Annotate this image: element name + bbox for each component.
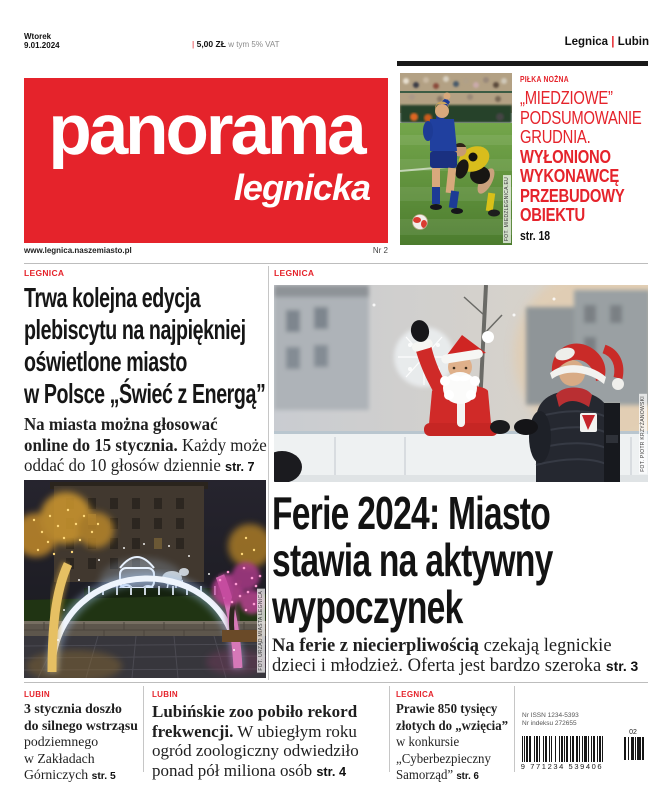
barcode-bar [588,736,589,762]
barcode-bar [543,736,544,762]
text-segment: Prawie 850 tysięcy [396,702,498,717]
page-ref: str. 6 [456,770,479,782]
weekday-label: Wtorek [24,32,52,41]
arch-photo [24,480,266,678]
text-line [24,735,136,752]
text-segment: Górniczych [24,768,92,783]
barcode-bar [564,736,565,762]
barcode-bar [642,737,644,760]
vertical-rule-main [268,266,269,680]
barcode-bar [637,737,641,760]
text-line: OBIEKTU [520,204,585,225]
text-segment: podziemnego [24,735,99,750]
text-segment: W ubiegłym roku [233,721,357,741]
region-block [565,36,649,48]
top-story-headline-regular [520,88,649,147]
main-story-tag: LEGNICA [274,268,315,278]
text-segment: Lubińskie zoo pobiło rekord [152,702,358,721]
barcode-bar [602,736,603,762]
text-segment: ponad pół miliona osób [152,760,317,780]
main-story-headline [272,487,648,633]
text-line [152,761,370,782]
vertical-rule-b2 [389,686,390,772]
barcode-bar [545,736,547,762]
left-story-lead [24,414,267,478]
arch-photo-illustration [24,480,266,678]
text-line: Trwa kolejna edycja [24,282,201,313]
text-line: GRUDNIA. [520,126,591,147]
bottom-story-3-text [396,702,508,785]
barcode-bar [584,736,587,762]
masthead-title: panorama [48,91,364,170]
text-line: WYKONAWCĘ [520,165,619,186]
santa-photo [274,285,648,482]
barcode-bar [539,736,540,762]
text-segment: frekwencji. [152,721,234,741]
barcode-bar [635,737,636,760]
region-left: Legnica [564,36,609,48]
text-segment: Na ferie z niecierpliwością [272,636,480,656]
text-segment: Na miasta można głosować [24,414,218,434]
text-line: Ferie 2024: Miasto [272,487,551,539]
price-value: 5,00 ZŁ [196,39,226,49]
region-right: Lubin [617,36,649,48]
barcode-bar [549,736,550,762]
horizontal-rule-top [24,263,648,264]
bottom-story-2-tag: LUBIN [152,690,178,699]
santa-photo-credit: FOT. PIOTR KRZYŻANOWSKI [640,396,646,472]
text-segment: czekają legnickie [479,636,612,656]
price-block [192,39,280,49]
text-segment: w konkursie [396,735,460,750]
vertical-rule-b3 [514,686,515,772]
text-segment: Każdy może [177,434,267,455]
text-line: oświetlone miasto [24,346,187,377]
bottom-story-2-text [152,702,370,781]
left-story-headline [24,282,265,410]
page-ref: str. 4 [316,763,347,779]
barcode-bar [534,736,535,762]
text-line [24,455,258,478]
barcode-bar [561,736,563,762]
masthead [24,78,388,243]
text-segment: dzieci i młodzież. Oferta jest bardzo szeroka [272,655,606,676]
bottom-story-2 [152,690,370,781]
text-line [24,702,136,719]
football-photo-credit: FOT. MIEDZLEGNICA.EU [504,176,510,241]
text-line [396,768,499,785]
text-line [272,657,648,677]
barcode-bar [582,736,583,762]
left-story-tag: LEGNICA [24,268,65,278]
text-line [24,768,136,785]
bottom-story-3 [396,690,508,785]
issn-number: Nr ISSN 1234-5393 [522,712,579,719]
vertical-rule-b1 [143,686,144,772]
bottom-story-1-tag: LUBIN [24,690,50,699]
barcode-bar [579,736,580,762]
text-segment: oddać do 10 głosów dziennie [24,455,226,475]
football-photo [400,73,512,245]
text-line [152,702,370,722]
text-line: wypoczynek [272,581,463,633]
text-line [396,718,509,736]
barcode-bar [597,736,598,762]
text-line: WYŁONIONO [520,145,611,167]
issue-info [522,712,579,728]
issue-number: Nr 2 [372,246,388,255]
text-line [396,735,499,752]
region-separator: | [611,36,615,48]
barcode-bar [631,737,633,760]
top-story [520,74,649,243]
text-segment: do silnego wstrząsu [24,718,138,734]
text-line: plebiscytu na najpiękniej [24,314,246,345]
barcode-bars [522,736,603,762]
barcode-bar [599,736,601,762]
price-vat-note: w tym 5% VAT [228,40,280,49]
barcode-bar [524,736,525,762]
main-story-lead [272,637,648,676]
top-story-kicker: PIŁKA NOŻNA [520,74,569,84]
text-segment: online do 15 stycznia. [24,434,178,455]
page-ref: str. 3 [605,657,639,674]
barcode-bar [555,736,556,762]
issue-date [24,32,60,50]
text-line [24,752,136,769]
santa-photo-illustration [274,285,648,482]
barcode-bar [591,736,592,762]
text-line [396,702,499,719]
text-segment: złotych do „wzięcia” [396,718,509,734]
barcode-addon-bars [624,737,644,760]
section-divider-bar [397,61,648,66]
barcode-bar [624,737,626,760]
page-ref: str. 5 [91,770,116,782]
text-line: „MIEDZIOWE” [520,87,613,108]
text-line: PODSUMOWANIE [520,106,642,128]
barcode-bar [576,736,578,762]
text-line [24,719,136,736]
website-url: www.legnica.naszemiasto.pl [24,246,132,255]
masthead-subtitle: legnicka [233,167,370,208]
bottom-story-1-text [24,702,138,785]
text-line [152,722,370,742]
text-line: w Polsce „Świeć z Energą” [24,378,266,409]
barcode-addon-label: 02 [629,729,637,736]
barcode-bar [572,736,574,762]
index-number: Nr indeksu 272655 [522,720,577,727]
horizontal-rule-bottom [24,682,648,683]
barcode-bar [536,736,538,762]
barcode-bar [570,736,571,762]
page-ref: str. 7 [225,459,255,474]
text-segment: Samorząd” [396,768,457,783]
text-line [24,414,258,435]
text-line [396,752,499,769]
barcode-bar [628,737,629,760]
barcode-bar [593,736,595,762]
football-photo-illustration [400,73,512,245]
barcode-bar [551,736,552,762]
barcode-bar [559,736,560,762]
price-separator: | [192,39,195,49]
text-segment: w Zakładach [24,751,95,767]
barcode-bar [566,736,568,762]
text-segment: „Cyberbezpieczny [396,751,491,767]
bottom-story-1 [24,690,138,785]
date-label: 9.01.2024 [24,41,60,50]
text-line [24,434,267,456]
text-line: PRZEBUDOWY [520,184,625,206]
bottom-story-3-tag: LEGNICA [396,690,435,699]
arch-photo-credit: FOT. URZĄD MIASTA LEGNICA [258,591,264,671]
barcode-bar [526,736,528,762]
text-segment: ogród zoologiczny odwiedziło [152,741,359,760]
barcode-digits: 9 771234 539406 [520,762,604,771]
text-line [152,741,370,761]
top-story-page-ref: str. 18 [520,227,551,243]
barcode-bar [522,736,523,762]
text-segment: 3 stycznia doszło [24,702,122,717]
barcode-bar [529,736,531,762]
text-line: stawia na aktywny [272,534,553,586]
text-line [272,637,648,657]
top-story-headline-bold [520,147,649,225]
